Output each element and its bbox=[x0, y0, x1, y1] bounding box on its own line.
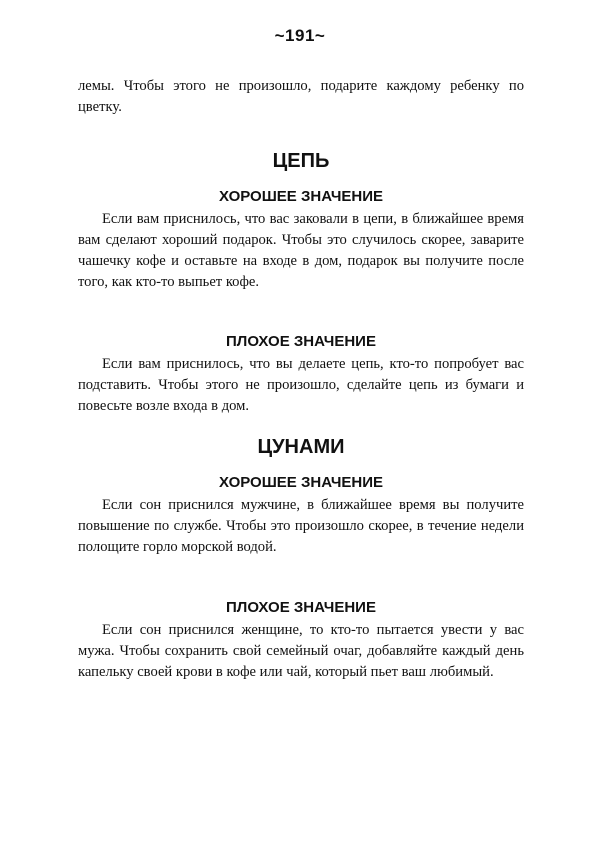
page-content bbox=[78, 76, 524, 683]
section-title-chain: ЦЕПЬ bbox=[272, 150, 330, 172]
bad-meaning-heading-chain: ПЛОХОЕ ЗНАЧЕНИЕ bbox=[226, 333, 376, 350]
page-number: ~191~ bbox=[274, 26, 326, 45]
bad-meaning-heading-tsunami: ПЛОХОЕ ЗНАЧЕНИЕ bbox=[226, 599, 376, 616]
good-meaning-text-chain: Если вам приснилось, что вас заковали в цепи, в ближайшее время вам сделают хороший подарок. Чтобы это случилось скорее, заварите чашечку кофе и оставьте на входе в дом, подарок вы получите после того, как кто-то выпьет кофе. bbox=[78, 211, 524, 290]
bad-meaning-text-chain: Если вам приснилось, что вы делаете цепь, кто-то попробует вас подставить. Чтобы этого не произошло, сделайте цепь из бумаги и повесьте возле входа в дом. bbox=[78, 356, 524, 414]
good-meaning-heading-chain: ХОРОШЕЕ ЗНАЧЕНИЕ bbox=[218, 188, 384, 205]
good-meaning-heading-tsunami: ХОРОШЕЕ ЗНАЧЕНИЕ bbox=[218, 474, 384, 491]
bad-meaning-text-tsunami: Если сон приснился женщине, то кто-то пытается увести у вас мужа. Чтобы сохранить свой семейный очаг, добавляйте каждый день капельку своей крови в кофе или чай, который пьет ваш любимый. bbox=[78, 622, 524, 680]
good-meaning-text-tsunami: Если сон приснился мужчине, в ближайшее время вы получите повышение по службе. Чтобы это произошло скорее, в течение недели полощите горло морской водой. bbox=[78, 497, 524, 555]
section-title-tsunami: ЦУНАМИ bbox=[257, 436, 345, 458]
intro-paragraph: лемы. Чтобы этого не произошло, подарите каждому ребенку по цветку. bbox=[78, 78, 524, 115]
